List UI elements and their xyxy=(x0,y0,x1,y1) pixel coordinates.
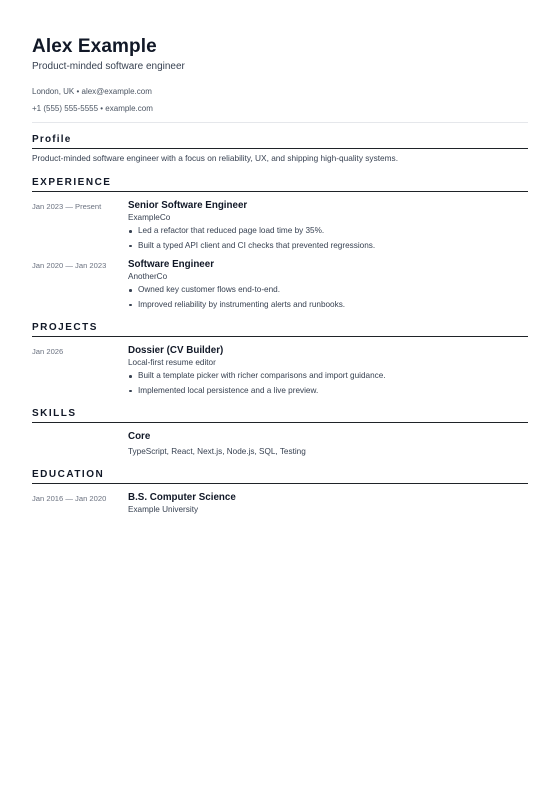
experience-details xyxy=(128,259,528,312)
contact-line-location-email: London, UK • alex@example.com xyxy=(32,87,152,96)
education-section xyxy=(32,468,528,515)
profile-summary: Product-minded software engineer with a focus on reliability, UX, and shipping high-quality systems. xyxy=(32,153,399,163)
projects-heading: PROJECTS xyxy=(32,321,528,337)
achievement-item: Improved reliability by instrumenting alerts and runbooks. xyxy=(128,298,528,313)
experience-entry xyxy=(32,259,528,312)
skill-list: TypeScript, React, Next.js, Node.js, SQL, Testing xyxy=(128,447,306,456)
contact-line-phone-website: +1 (555) 555-5555 • example.com xyxy=(32,104,153,113)
header-divider xyxy=(32,122,528,123)
project-bullet-list xyxy=(128,369,528,398)
job-title: Software Engineer xyxy=(128,259,215,270)
education-date: Jan 2016 — Jan 2020 xyxy=(32,494,107,503)
education-details xyxy=(128,492,528,515)
experience-heading: EXPERIENCE xyxy=(32,176,528,192)
projects-section xyxy=(32,321,528,398)
school-name: Example University xyxy=(128,505,199,514)
experience-date: Jan 2023 — Present xyxy=(32,202,102,211)
degree-name: B.S. Computer Science xyxy=(128,492,236,503)
profile-heading: Profile xyxy=(32,133,528,149)
project-details xyxy=(128,345,528,398)
project-bullet: Built a template picker with richer comparisons and import guidance. xyxy=(128,369,528,384)
project-subtitle: Local-first resume editor xyxy=(128,358,216,367)
skill-group-spacer xyxy=(32,431,128,458)
experience-section xyxy=(32,176,528,312)
project-entry xyxy=(32,345,528,398)
skills-heading: SKILLS xyxy=(32,407,528,423)
candidate-name: Alex Example xyxy=(32,36,157,57)
education-entry xyxy=(32,492,528,515)
project-date: Jan 2026 xyxy=(32,347,64,356)
skill-group-name: Core xyxy=(128,431,151,442)
achievement-list xyxy=(128,224,528,253)
achievement-list xyxy=(128,283,528,312)
candidate-headline: Product-minded software engineer xyxy=(32,61,185,72)
achievement-item: Owned key customer flows end-to-end. xyxy=(128,283,528,298)
experience-date: Jan 2020 — Jan 2023 xyxy=(32,261,107,270)
project-name: Dossier (CV Builder) xyxy=(128,345,224,356)
education-heading: EDUCATION xyxy=(32,468,528,484)
profile-section xyxy=(32,133,528,164)
achievement-item: Led a refactor that reduced page load time by 35%. xyxy=(128,224,528,239)
job-title: Senior Software Engineer xyxy=(128,200,248,211)
skill-group xyxy=(32,431,528,458)
skill-group-details xyxy=(128,431,528,458)
experience-entry xyxy=(32,200,528,253)
resume-header xyxy=(32,0,528,123)
achievement-item: Built a typed API client and CI checks that prevented regressions. xyxy=(128,239,528,254)
company-name: AnotherCo xyxy=(128,272,168,281)
project-bullet: Implemented local persistence and a live preview. xyxy=(128,384,528,399)
experience-details xyxy=(128,200,528,253)
company-name: ExampleCo xyxy=(128,213,171,222)
skills-section xyxy=(32,407,528,458)
